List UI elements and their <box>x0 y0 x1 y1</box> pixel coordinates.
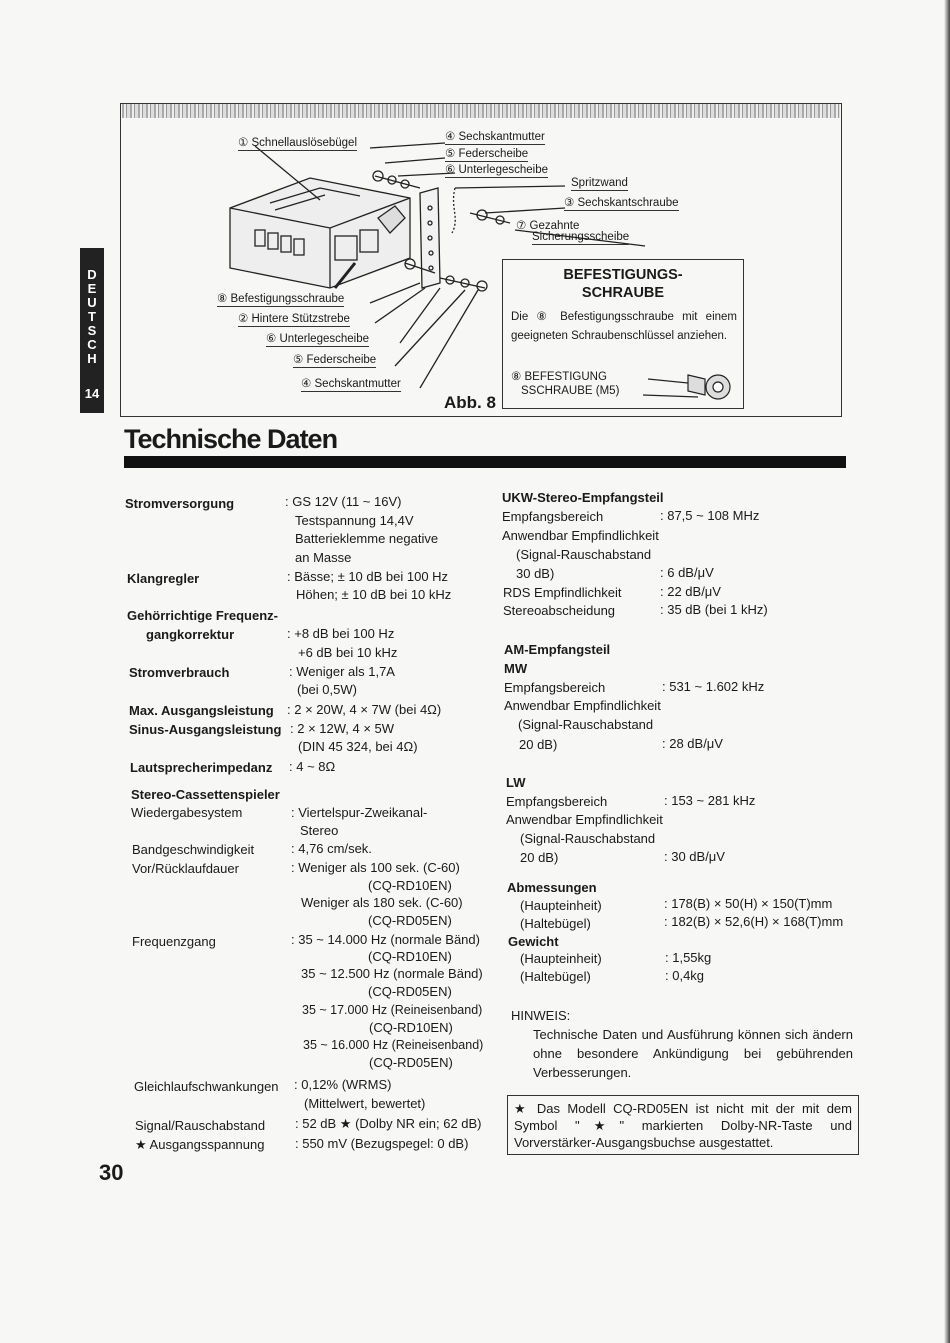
spec-label-stromversorgung: Stromversorgung <box>125 496 235 511</box>
model-note-box <box>507 1095 859 1155</box>
spec-value: (CQ-RD10EN) <box>368 878 452 893</box>
spec-value: 35 ~ 17.000 Hz (Reineisenband) <box>302 1003 483 1017</box>
box-screw-label-line1: ⑧ BEFESTIGUNG <box>511 371 607 383</box>
spec-value: (CQ-RD05EN) <box>368 913 452 928</box>
spec-value: : GS 12V (11 ~ 16V) <box>285 494 402 509</box>
title-rule <box>124 456 846 468</box>
spec-label: (Signal-Rauschabstand <box>518 717 654 732</box>
spec-value: : 0,4kg <box>665 968 705 983</box>
box-screw-label-line2: SSCHRAUBE (M5) <box>521 385 620 397</box>
model-note-text: ★ Das Modell CQ-RD05EN ist nicht mit der mit dem Symbol "★" markierten Dolby-NR-Taste und Vorverstärker-Ausgangsbuchse ausgestattet. <box>514 1101 852 1150</box>
box-title-line1: BEFESTIGUNGS- <box>563 267 683 283</box>
spec-value: : 0,12% (WRMS) <box>294 1077 392 1092</box>
spec-value: : 4 ~ 8Ω <box>289 759 336 774</box>
figure-header-bar <box>122 104 840 118</box>
label-federscheibe-top: ⑤ Federscheibe <box>445 148 529 160</box>
spec-label-gehoerrichtig-2: gangkorrektur <box>146 627 235 642</box>
label-sechskantmutter-bottom: ④ Sechskantmutter <box>301 378 401 390</box>
spec-value: : +8 dB bei 100 Hz <box>287 626 395 641</box>
spec-value: Weniger als 180 sek. (C-60) <box>301 895 463 910</box>
spec-value: : 87,5 ~ 108 MHz <box>660 508 760 523</box>
section-gewicht: Gewicht <box>508 934 559 949</box>
spec-value: +6 dB bei 10 kHz <box>298 645 398 660</box>
spec-label: (Signal-Rauschabstand <box>516 547 652 562</box>
box-title <box>503 266 743 302</box>
spec-value: Stereo <box>300 823 339 838</box>
spec-label: 30 dB) <box>516 566 555 581</box>
spec-value: Batterieklemme negative <box>295 531 439 546</box>
spec-value: : 22 dB/μV <box>660 584 721 599</box>
spec-value: : Weniger als 1,7A <box>289 664 395 679</box>
spec-value: : 178(B) × 50(H) × 150(T)mm <box>664 896 833 911</box>
box-title-line2: SCHRAUBE <box>581 285 665 301</box>
spec-label-klangregler: Klangregler <box>127 571 200 586</box>
spec-value: 35 ~ 16.000 Hz (Reineisenband) <box>303 1038 484 1052</box>
spec-value: (Mittelwert, bewertet) <box>304 1096 426 1111</box>
spec-label: (Haltebügel) <box>520 969 591 984</box>
befestigungsschraube-box <box>502 259 744 409</box>
label-sechskantmutter-top: ④ Sechskantmutter <box>445 131 545 143</box>
section-cassettenspieler: Stereo-Cassettenspieler <box>131 787 280 802</box>
section-mw: MW <box>504 661 528 676</box>
spec-label-sinus-ausgang: Sinus-Ausgangsleistung <box>129 722 282 737</box>
label-sicherungsscheibe: Sicherungsscheibe <box>532 231 630 243</box>
spec-value: (CQ-RD05EN) <box>368 984 452 999</box>
label-unterlegescheibe-bottom: ⑥ Unterlegescheibe <box>266 333 370 345</box>
language-tab <box>80 248 104 413</box>
hinweis-title: HINWEIS: <box>511 1008 571 1023</box>
spec-value: : 35 ~ 14.000 Hz (normale Bänd) <box>291 932 480 947</box>
spec-label-lautsprecherimpedanz: Lautsprecherimpedanz <box>130 760 273 775</box>
spec-label: Anwendbar Empfindlichkeit <box>504 698 661 713</box>
label-sechskantschraube: ③ Sechskantschraube <box>564 197 679 209</box>
spec-label: Empfangsbereich <box>502 509 604 524</box>
spec-label-ausgangsspannung: ★ Ausgangsspannung <box>135 1137 265 1152</box>
box-text: Die ⑧ Befestigungsschraube mit einem geeigneten Schraubenschlüssel anziehen. <box>511 311 737 342</box>
label-gezahnte: ⑦ Gezahnte <box>516 220 580 232</box>
section-am: AM-Empfangsteil <box>504 642 611 657</box>
spec-value: : 6 dB/μV <box>660 565 714 580</box>
spec-label: Stereoabscheidung <box>503 603 616 618</box>
spec-value: Testspannung 14,4V <box>295 513 414 528</box>
section-abmessungen: Abmessungen <box>507 880 597 895</box>
spec-value: 35 ~ 12.500 Hz (normale Bänd) <box>301 966 483 981</box>
spec-label-max-ausgang: Max. Ausgangsleistung <box>129 703 274 718</box>
spec-value: (bei 0,5W) <box>297 682 357 697</box>
spec-label-gehoerrichtig-1: Gehörrichtige Frequenz- <box>127 608 278 623</box>
spec-value: : 550 mV (Bezugspegel: 0 dB) <box>295 1136 469 1151</box>
figure-caption: Abb. 8 <box>444 393 496 412</box>
spec-value: (CQ-RD10EN) <box>368 949 452 964</box>
label-hintere-stuetzstrebe: ② Hintere Stützstrebe <box>238 313 350 325</box>
spec-label: Empfangsbereich <box>506 794 608 809</box>
spec-value: an Masse <box>295 550 352 565</box>
spec-value: : 35 dB (bei 1 kHz) <box>660 602 768 617</box>
label-federscheibe-bottom: ⑤ Federscheibe <box>293 354 377 366</box>
spec-value: : 28 dB/μV <box>662 736 723 751</box>
page-number: 30 <box>99 1160 124 1185</box>
spec-value: Höhen; ± 10 dB bei 10 kHz <box>296 587 452 602</box>
screw-icon <box>643 365 738 405</box>
section-lw: LW <box>506 775 526 790</box>
spec-value: : Viertelspur-Zweikanal- <box>291 805 428 820</box>
spec-value: (CQ-RD10EN) <box>369 1020 453 1035</box>
spec-value: : 2 × 20W, 4 × 7W (bei 4Ω) <box>287 702 442 717</box>
page-title: Technische Daten <box>124 424 338 454</box>
spec-label: Anwendbar Empfindlichkeit <box>502 528 659 543</box>
chapter-number: 14 <box>84 386 100 401</box>
spec-value: : 2 × 12W, 4 × 5W <box>290 721 395 736</box>
spec-label-stromverbrauch: Stromverbrauch <box>129 665 230 680</box>
spec-value: : 531 ~ 1.602 kHz <box>662 679 765 694</box>
label-befestigungsschraube: ⑧ Befestigungsschraube <box>217 293 345 305</box>
spec-label-bandgeschwindigkeit: Bandgeschwindigkeit <box>132 842 255 857</box>
spec-value: : 4,76 cm/sek. <box>291 841 372 856</box>
spec-label: 20 dB) <box>520 850 559 865</box>
spec-label: Anwendbar Empfindlichkeit <box>506 812 663 827</box>
spec-label-signal-rausch: Signal/Rauschabstand <box>135 1118 266 1133</box>
spec-label: RDS Empfindlichkeit <box>503 585 622 600</box>
section-ukw: UKW-Stereo-Empfangsteil <box>502 490 664 505</box>
page-edge-shadow <box>944 0 950 1343</box>
spec-label: 20 dB) <box>519 737 558 752</box>
box-screw-label <box>511 370 619 398</box>
language-tab-letters: D E U T S C H <box>87 267 97 366</box>
label-schnellausloesebuegel: ① Schnellauslösebügel <box>238 137 357 149</box>
spec-label-frequenzgang: Frequenzgang <box>132 934 216 949</box>
spec-label: (Haltebügel) <box>520 916 591 931</box>
hinweis-text: Technische Daten und Ausführung können sich ändern ohne besondere Ankündigung bei gebührenden Verbesserungen. <box>533 1027 853 1080</box>
spec-label: (Haupteinheit) <box>520 898 602 913</box>
spec-value: (DIN 45 324, bei 4Ω) <box>298 739 418 754</box>
spec-label: (Signal-Rauschabstand <box>520 831 656 846</box>
spec-label-gleichlauf: Gleichlaufschwankungen <box>134 1079 279 1094</box>
spec-value: : 153 ~ 281 kHz <box>664 793 756 808</box>
spec-value: : 182(B) × 52,6(H) × 168(T)mm <box>664 914 844 929</box>
spec-value: : Bässe; ± 10 dB bei 100 Hz <box>287 569 449 584</box>
spec-label: Empfangsbereich <box>504 680 606 695</box>
label-unterlegescheibe-top: ⑥ Unterlegescheibe <box>445 164 549 176</box>
label-spritzwand: Spritzwand <box>571 177 628 189</box>
spec-value: : 52 dB ★ (Dolby NR ein; 62 dB) <box>295 1116 482 1131</box>
spec-label-vorruecklauf: Vor/Rücklaufdauer <box>132 861 239 876</box>
spec-value: : Weniger als 100 sek. (C-60) <box>291 860 460 875</box>
spec-value: : 1,55kg <box>665 950 712 965</box>
spec-label: (Haupteinheit) <box>520 951 602 966</box>
spec-label-wiedergabe: Wiedergabesystem <box>131 805 243 820</box>
spec-value: (CQ-RD05EN) <box>369 1055 453 1070</box>
spec-value: : 30 dB/μV <box>664 849 725 864</box>
